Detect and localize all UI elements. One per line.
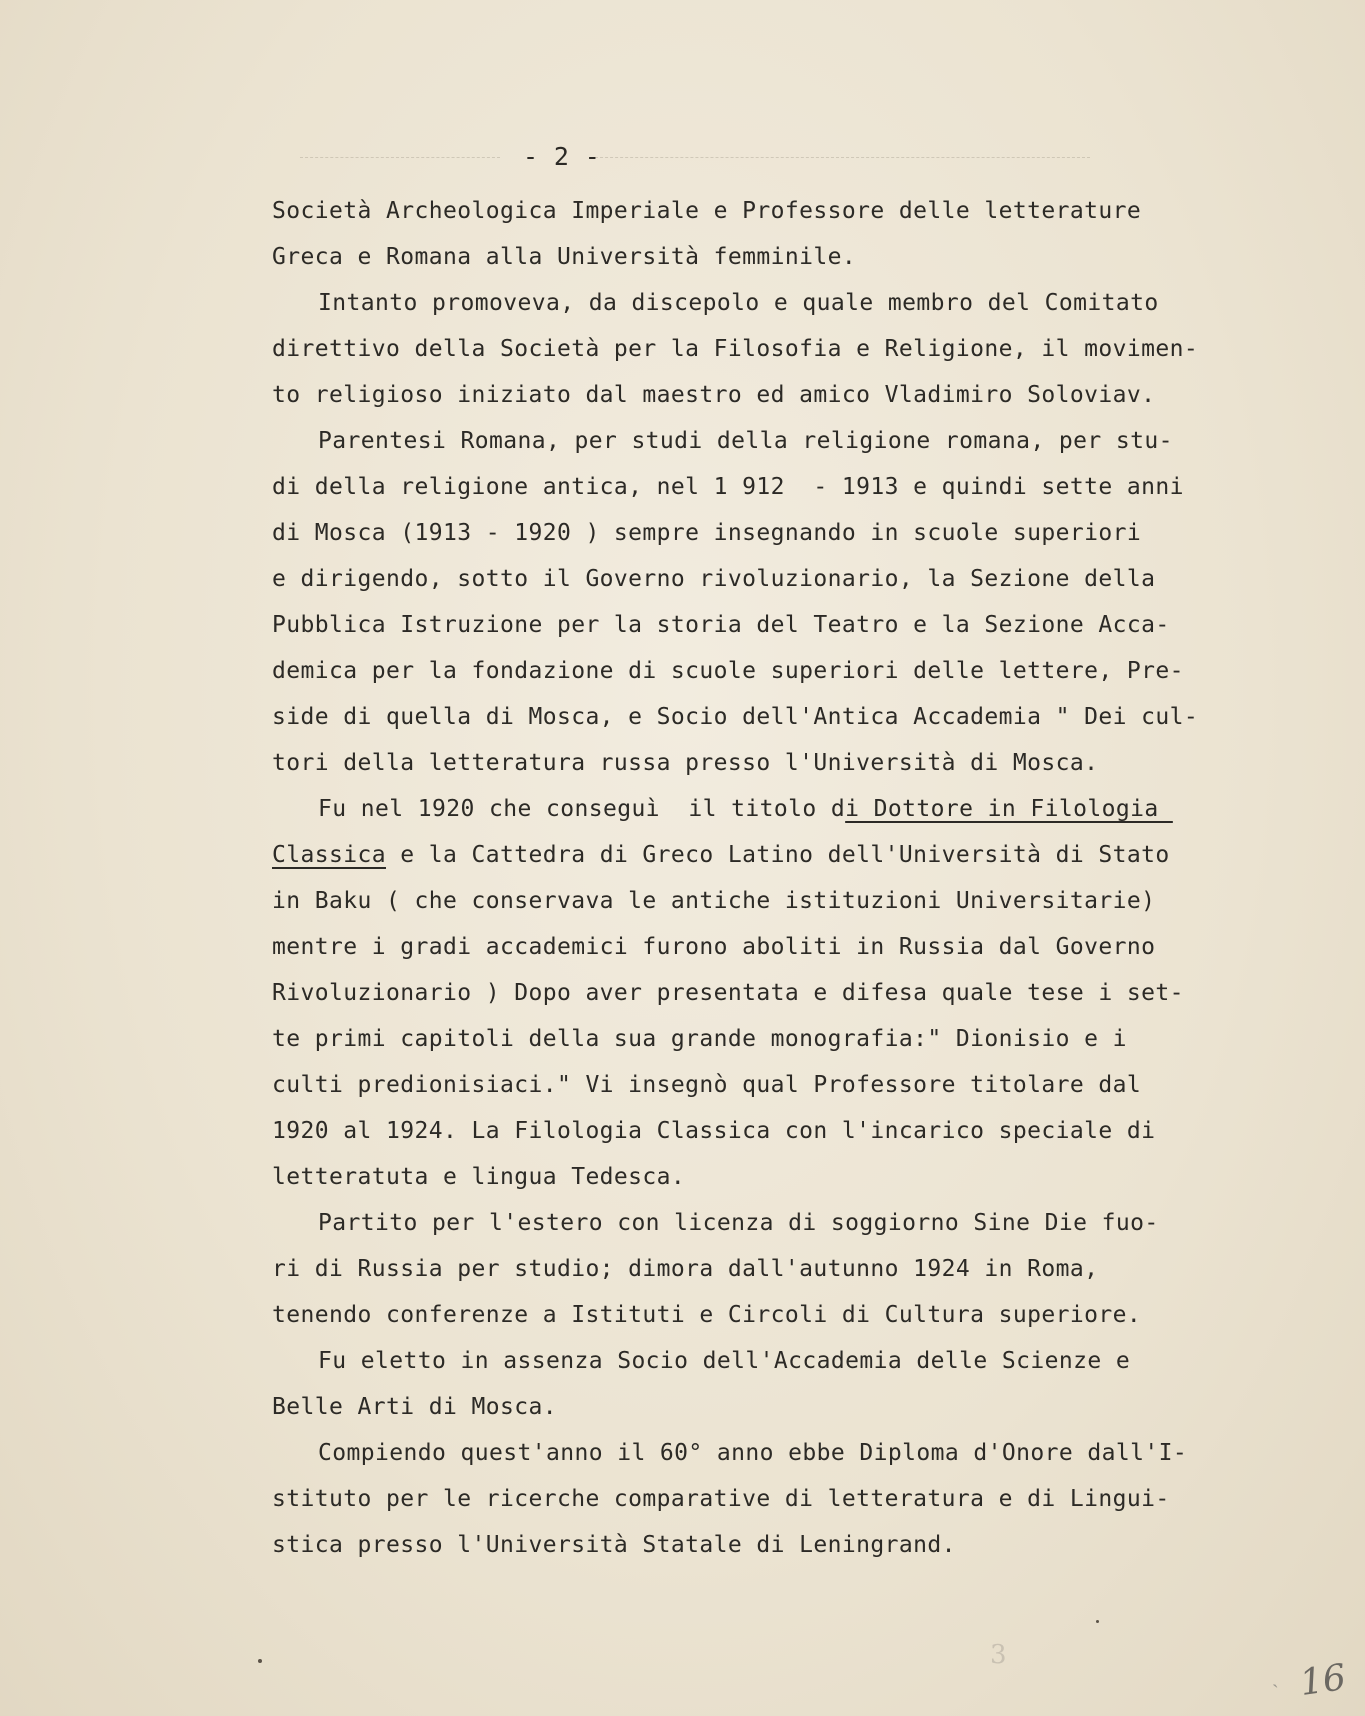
paragraph (272, 786, 1232, 1200)
text-line: di della religione antica, nel 1 912 - 1913 e quindi sette anni (272, 474, 1184, 500)
handwritten-folio-number: 16 (1297, 1657, 1349, 1704)
text-line: ri di Russia per studio; dimora dall'autunno 1924 in Roma, (272, 1256, 1099, 1282)
text-line: Rivoluzionario ) Dopo aver presentata e difesa quale tese i set- (272, 980, 1184, 1006)
text-line: Greca e Romana alla Università femminile. (272, 244, 857, 270)
text-line: in Baku ( che conservava le antiche istituzioni Universitarie) (272, 888, 1156, 914)
text-line: to religioso iniziato dal maestro ed amico Vladimiro Soloviav. (272, 382, 1156, 408)
paragraph (272, 418, 1232, 786)
underlined-text: i Dottore in Filologia (845, 796, 1173, 822)
text-segment: Fu nel 1920 che conseguì il titolo d (318, 796, 846, 822)
faint-header-rule-right (590, 157, 1090, 158)
text-line: culti predionisiaci." Vi insegnò qual Professore titolare dal (272, 1072, 1142, 1098)
pencil-tick-mark: ˎ (1272, 1664, 1279, 1688)
text-segment: e la Cattedra di Greco Latino dell'Università di Stato (385, 842, 1170, 868)
text-line: Società Archeologica Imperiale e Professore delle letterature (272, 198, 1142, 224)
text-line: mentre i gradi accademici furono aboliti in Russia dal Governo (272, 934, 1156, 960)
text-line: stica presso l'Università Statale di Leningrand. (272, 1532, 956, 1558)
underlined-text: Classica (272, 842, 386, 868)
text-line: Belle Arti di Mosca. (272, 1394, 557, 1420)
paragraph (272, 188, 1232, 280)
text-line: demica per la fondazione di scuole superiori delle lettere, Pre- (272, 658, 1184, 684)
text-line: Partito per l'estero con licenza di soggiorno Sine Die fuo- (318, 1210, 1159, 1236)
text-line (272, 832, 1232, 878)
ink-spot (258, 1659, 262, 1663)
text-line: Pubblica Istruzione per la storia del Teatro e la Sezione Acca- (272, 612, 1170, 638)
text-line: side di quella di Mosca, e Socio dell'Antica Accademia " Dei cul- (272, 704, 1199, 730)
page-number: - 2 - (523, 142, 601, 171)
text-line: Compiendo quest'anno il 60° anno ebbe Diploma d'Onore dall'I- (318, 1440, 1188, 1466)
document-body (272, 188, 1232, 1568)
text-line: Intanto promoveva, da discepolo e quale membro del Comitato (318, 290, 1159, 316)
text-line: di Mosca (1913 - 1920 ) sempre insegnando in scuole superiori (272, 520, 1142, 546)
paragraph (272, 280, 1232, 418)
text-line: direttivo della Società per la Filosofia e Religione, il movimen- (272, 336, 1199, 362)
text-line: tenendo conferenze a Istituti e Circoli di Cultura superiore. (272, 1302, 1142, 1328)
paragraph (272, 1338, 1232, 1430)
text-line: tori della letteratura russa presso l'Università di Mosca. (272, 750, 1099, 776)
text-line: letteratuta e lingua Tedesca. (272, 1164, 686, 1190)
text-line: 1920 al 1924. La Filologia Classica con l'incarico speciale di (272, 1118, 1156, 1144)
ink-spot (1096, 1620, 1099, 1623)
text-line (272, 786, 1232, 832)
text-line: te primi capitoli della sua grande monografia:" Dionisio e i (272, 1026, 1127, 1052)
paragraph (272, 1200, 1232, 1338)
text-line: stituto per le ricerche comparative di letteratura e di Lingui- (272, 1486, 1170, 1512)
text-line: Fu eletto in assenza Socio dell'Accademia delle Scienze e (318, 1348, 1131, 1374)
text-line: e dirigendo, sotto il Governo rivoluzionario, la Sezione della (272, 566, 1156, 592)
faint-header-rule-left (300, 157, 500, 158)
paragraph (272, 1430, 1232, 1568)
text-line: Parentesi Romana, per studi della religione romana, per stu- (318, 428, 1173, 454)
pencil-mark: 3 (990, 1640, 1007, 1670)
